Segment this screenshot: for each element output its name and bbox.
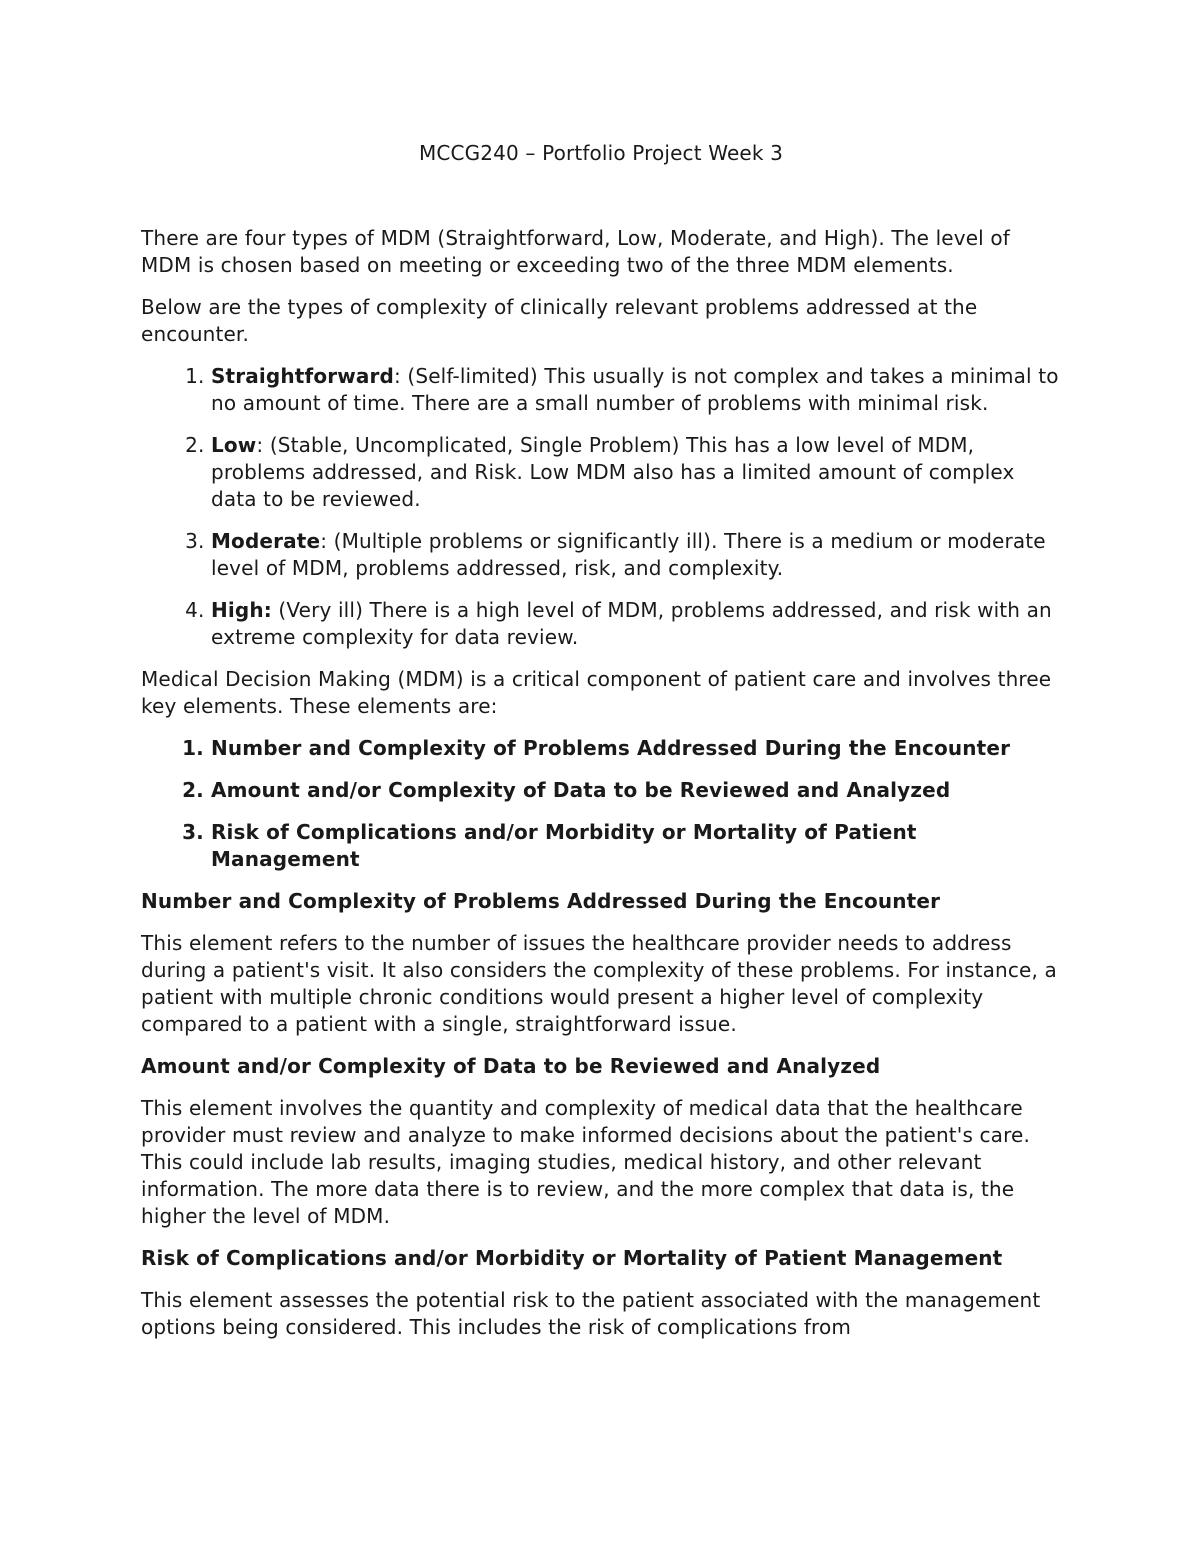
document-title: MCCG240 – Portfolio Project Week 3 [419,141,783,165]
list-item-text: (Self-limited) This usually is not complex and takes a minimal to no amount of time. There are a small number of problems with minimal risk. [211,364,1059,415]
list-item: 1. Straightforward: (Self-limited) This usually is not complex and takes a minimal to no amount of time. There are a small number of problems with minimal risk. [211,363,1061,417]
key-elements-list [141,735,1061,873]
list-item-text: (Very ill) There is a high level of MDM, problems addressed, and risk with an extreme complexity for data review. [211,598,1052,649]
list-item-term: Moderate [211,529,321,553]
section-heading: Number and Complexity of Problems Addressed During the Encounter [141,889,941,913]
list-item: 2. Amount and/or Complexity of Data to be Reviewed and Analyzed [211,777,1061,804]
section-body: This element involves the quantity and complexity of medical data that the healthcare provider must review and analyze to make informed decisions about the patient's care. This could include lab results, imaging studies, medical history, and other relevant information. The more data there is to review, and the more complex that data is, the higher the level of MDM. [141,1096,1030,1228]
intro-paragraph: There are four types of MDM (Straightforward, Low, Moderate, and High). The level of MDM is chosen based on meeting or exceeding two of the three MDM elements. [141,226,1010,277]
list-item-term: Straightforward [211,364,395,388]
list-item-text: (Multiple problems or significantly ill). There is a medium or moderate level of MDM, problems addressed, risk, and complexity. [211,529,1046,580]
list-item [211,597,1061,651]
section-body: This element refers to the number of issues the healthcare provider needs to address during a patient's visit. It also considers the complexity of these problems. For instance, a patient with multiple chronic conditions would present a higher level of complexity compared to a patient with a single, straightforward issue. [141,931,1057,1036]
list-item-term: High: [211,598,272,622]
document-page [141,140,1061,1356]
list-item: 3. Risk of Complications and/or Morbidity or Mortality of Patient Management [211,819,1061,873]
list-item: 3. Moderate: (Multiple problems or significantly ill). There is a medium or moderate level of MDM, problems addressed, risk, and complexity. [211,528,1061,582]
list-item-term: Low [211,433,257,457]
section-heading: Risk of Complications and/or Morbidity or Mortality of Patient Management [141,1246,1003,1270]
list-item: 2. Low: (Stable, Uncomplicated, Single Problem) This has a low level of MDM, problems addressed, and Risk. Low MDM also has a limited amount of complex data to be reviewed. [211,432,1061,513]
section-heading: Amount and/or Complexity of Data to be Reviewed and Analyzed [141,1054,881,1078]
intro-paragraph: Below are the types of complexity of clinically relevant problems addressed at the encounter. [141,295,978,346]
elements-intro-paragraph: Medical Decision Making (MDM) is a critical component of patient care and involves three key elements. These elements are: [141,667,1052,718]
mdm-types-list [141,363,1061,651]
list-item: 1. Number and Complexity of Problems Addressed During the Encounter [211,735,1061,762]
section-body: This element assesses the potential risk to the patient associated with the management options being considered. This includes the risk of complications from [141,1288,1041,1339]
list-item-text: (Stable, Uncomplicated, Single Problem) This has a low level of MDM, problems addressed, and Risk. Low MDM also has a limited amount of complex data to be reviewed. [211,433,1015,511]
